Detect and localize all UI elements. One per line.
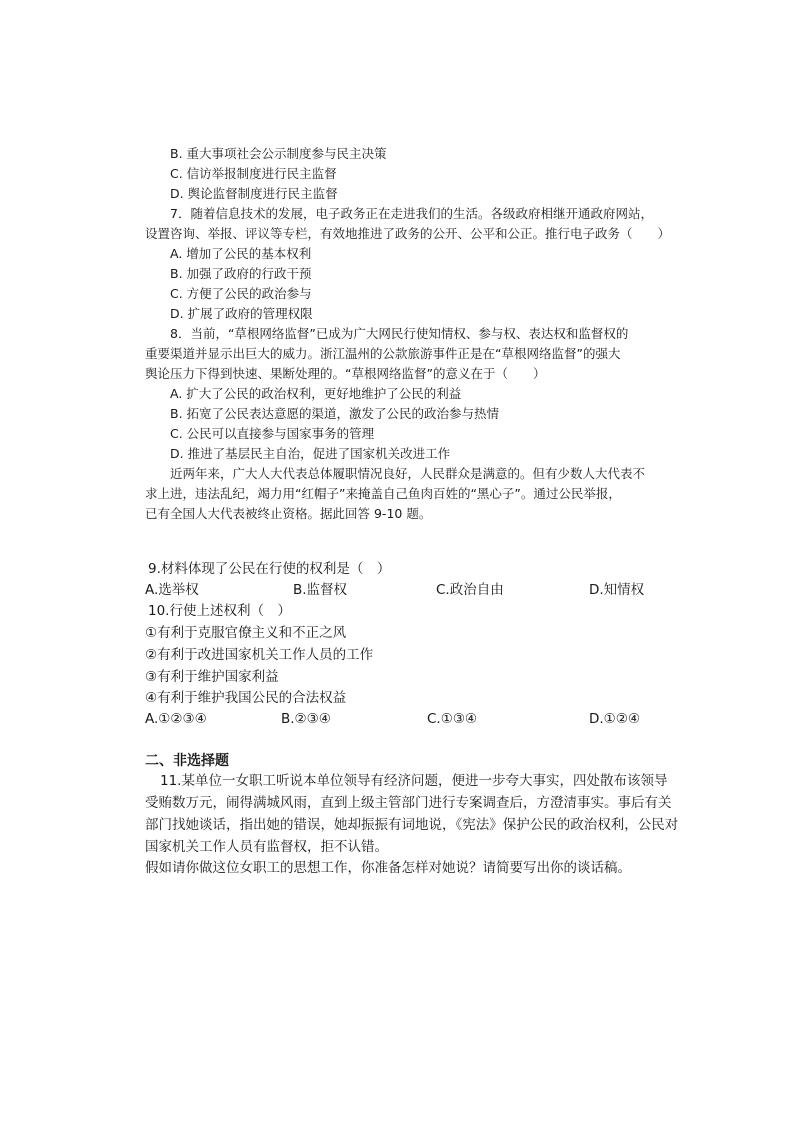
q11-line-3: 部门找她谈话，指出她的错误，她却振振有词地说，《宪法》保护公民的政治权利，公民对 (145, 817, 679, 833)
q11-line-4: 国家机关工作人员有监督权，拒不认错。 (145, 839, 388, 855)
q7-option-a: A. 增加了公民的基本权利 (170, 246, 312, 261)
q10-option-b: B.②③④ (281, 711, 331, 727)
q10-item-3: ③有利于维护国家利益 (145, 669, 279, 685)
q9-option-b: B.监督权 (293, 582, 348, 598)
q10-item-4: ④有利于维护我国公民的合法权益 (145, 690, 347, 706)
q10-option-d: D.①②④ (589, 711, 640, 727)
q10-item-1: ①有利于克服官僚主义和不正之风 (145, 625, 347, 641)
material-line-2: 求上进，违法乱纪，竭力用“红帽子”来掩盖自己鱼肉百姓的“黑心子”。通过公民举报， (145, 486, 621, 501)
q11-line-5: 假如请你做这位女职工的思想工作，你准备怎样对她说？请简要写出你的谈话稿。 (145, 860, 631, 876)
q7-option-d: D. 扩展了政府的管理权限 (170, 306, 313, 321)
q8-option-a: A. 扩大了公民的政治权利，更好地维护了公民的利益 (170, 386, 462, 401)
section2-heading: 二、非选择题 (145, 753, 229, 769)
q6-option-c: C. 信访举报制度进行民主监督 (170, 166, 337, 181)
q7-stem-line-2: 设置咨询、举报、评议等专栏，有效地推进了政务的公开、公平和公正。推行电子政务（ ） (145, 226, 671, 241)
q9-option-c: C.政治自由 (436, 582, 504, 598)
q6-option-b: B. 重大事项社会公示制度参与民主决策 (170, 146, 387, 161)
q8-stem-line-3: 舆论压力下得到快速、果断处理的。“草根网络监督”的意义在于（ ） (145, 366, 546, 381)
q7-option-c: C. 方便了公民的政治参与 (170, 286, 312, 301)
q10-option-c: C.①③④ (427, 711, 478, 727)
q10-stem: 10.行使上述权利（ ） (148, 603, 291, 619)
q7-stem-line-1: 7．随着信息技术的发展，电子政务正在走进我们的生活。各级政府相继开通政府网站， (170, 206, 653, 221)
q6-option-d: D. 舆论监督制度进行民主监督 (170, 186, 338, 201)
q8-stem-line-2: 重要渠道并显示出巨大的威力。浙江温州的公款旅游事件正是在“草根网络监督”的强大 (145, 346, 621, 361)
q10-item-2: ②有利于改进国家机关工作人员的工作 (145, 647, 374, 663)
q8-stem-line-1: 8．当前，“草根网络监督”已成为广大网民行使知情权、参与权、表达权和监督权的 (170, 326, 629, 341)
q10-option-a: A.①②③④ (145, 711, 207, 727)
material-line-1: 近两年来，广大人大代表总体履职情况良好，人民群众是满意的。但有少数人大代表不 (170, 466, 646, 481)
material-line-3: 已有全国人大代表被终止资格。据此回答 9-10 题。 (145, 506, 432, 521)
q11-line-1: 11.某单位一女职工听说本单位领导有经济问题，便进一步夸大事实，四处散布该领导 (160, 773, 668, 789)
q9-option-d: D.知情权 (589, 582, 645, 598)
q8-option-c: C. 公民可以直接参与国家事务的管理 (170, 426, 375, 441)
q9-option-a: A.选举权 (145, 582, 199, 598)
q11-line-2: 受贿数万元，闹得满城风雨，直到上级主管部门进行专案调查后，方澄清事实。事后有关 (145, 795, 672, 811)
q7-option-b: B. 加强了政府的行政干预 (170, 266, 312, 281)
q8-option-d: D. 推进了基层民主自治，促进了国家机关改进工作 (170, 446, 451, 461)
q9-stem: 9.材料体现了公民在行使的权利是（ ） (148, 561, 391, 577)
q8-option-b: B. 拓宽了公民表达意愿的渠道，激发了公民的政治参与热情 (170, 406, 500, 421)
